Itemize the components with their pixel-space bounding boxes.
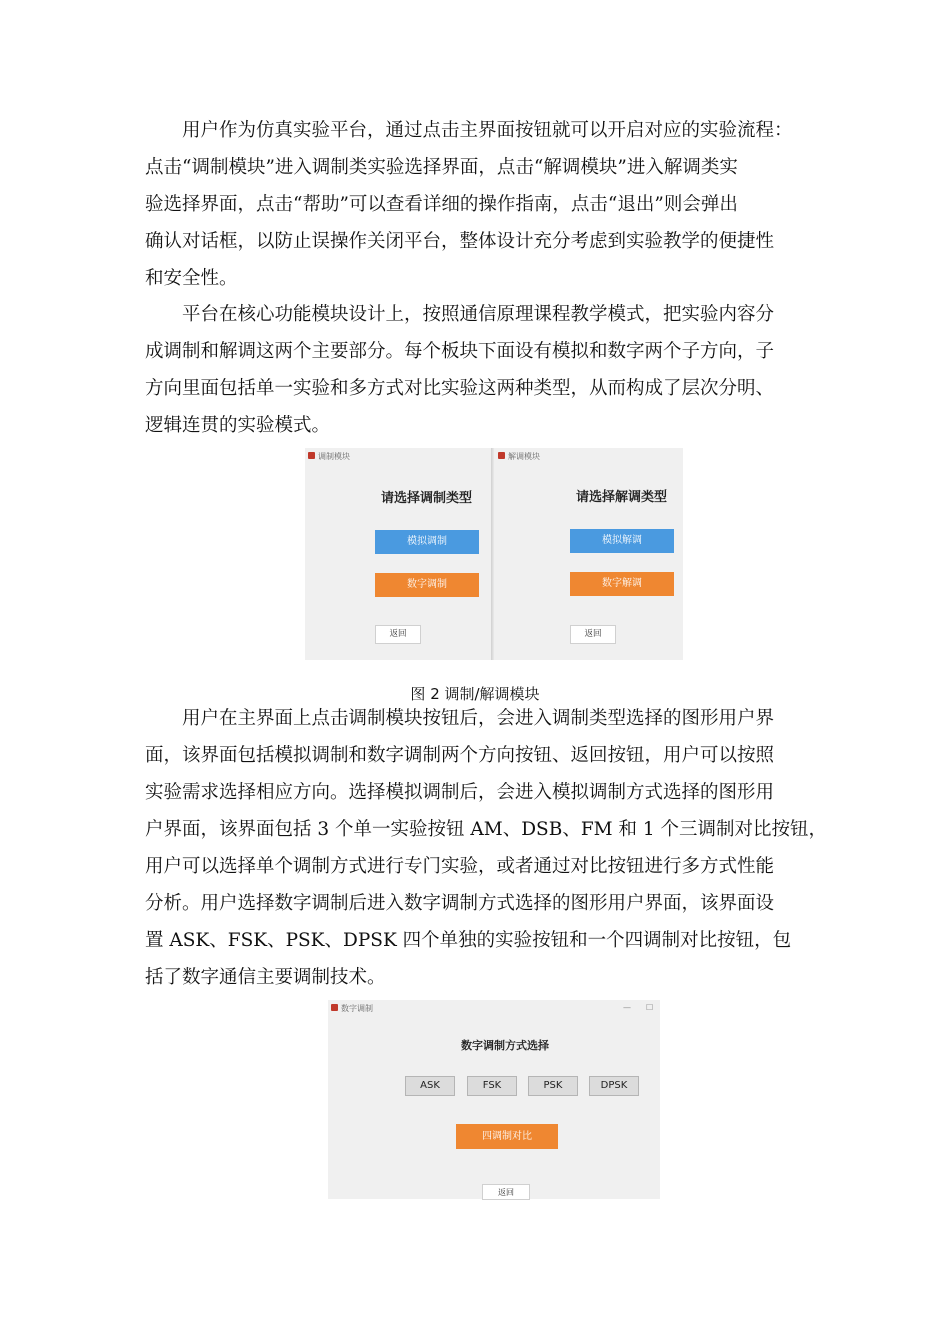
text-line: 实验需求选择相应方向。选择模拟调制后，会进入模拟调制方式选择的图形用 bbox=[145, 782, 775, 803]
window-divider bbox=[491, 448, 495, 660]
text-line: 成调制和解调这两个主要部分。每个板块下面设有模拟和数字两个子方向，子 bbox=[145, 341, 775, 362]
window-heading: 数字调制方式选择 bbox=[461, 1039, 549, 1052]
maximize-icon[interactable]: ☐ bbox=[646, 1003, 654, 1012]
psk-button[interactable]: PSK bbox=[528, 1076, 578, 1096]
analog-modulation-button[interactable]: 模拟调制 bbox=[375, 530, 479, 554]
text-line: 括了数字通信主要调制技术。 bbox=[145, 967, 386, 988]
back-button[interactable]: 返回 bbox=[482, 1184, 530, 1200]
text-line: 和安全性。 bbox=[145, 268, 238, 289]
window-title: 调制模块 bbox=[318, 452, 350, 461]
text-line: 分析。用户选择数字调制后进入数字调制方式选择的图形用户界面，该界面设 bbox=[145, 893, 775, 914]
text-line: 面，该界面包括模拟调制和数字调制两个方向按钮、返回按钮，用户可以按照 bbox=[145, 745, 775, 766]
figure-2 bbox=[305, 448, 683, 660]
window-heading: 请选择解调类型 bbox=[576, 490, 668, 505]
ask-button[interactable]: ASK bbox=[405, 1076, 455, 1096]
text-line: 点击“调制模块”进入调制类实验选择界面，点击“解调模块”进入解调类实 bbox=[145, 157, 738, 178]
text-line: 验选择界面，点击“帮助”可以查看详细的操作指南，点击“退出”则会弹出 bbox=[145, 194, 738, 215]
text-line: 户界面，该界面包括 3 个单一实验按钮 AM、DSB、FM 和 1 个三调制对比按钮， bbox=[145, 819, 828, 840]
four-modulation-compare-button[interactable]: 四调制对比 bbox=[456, 1124, 558, 1149]
paragraph-3 bbox=[145, 700, 828, 996]
paragraph-2 bbox=[145, 296, 810, 444]
figure-caption: 图 2 调制/解调模块 bbox=[410, 685, 540, 703]
digital-modulation-button[interactable]: 数字调制 bbox=[375, 573, 479, 597]
window-titlebar bbox=[328, 1000, 660, 1016]
paragraph-1 bbox=[145, 112, 810, 297]
window-title: 数字调制 bbox=[341, 1004, 373, 1013]
app-icon bbox=[498, 452, 505, 459]
text-line: 平台在核心功能模块设计上，按照通信原理课程教学模式，把实验内容分 bbox=[182, 304, 775, 325]
app-icon bbox=[308, 452, 315, 459]
figure-3 bbox=[328, 1000, 660, 1199]
text-line: 用户在主界面上点击调制模块按钮后，会进入调制类型选择的图形用户界 bbox=[182, 708, 775, 729]
digital-demodulation-button[interactable]: 数字解调 bbox=[570, 572, 674, 596]
text-line: 方向里面包括单一实验和多方式对比实验这两种类型，从而构成了层次分明、 bbox=[145, 378, 775, 399]
window-titlebar bbox=[305, 448, 491, 464]
text-line: 用户作为仿真实验平台，通过点击主界面按钮就可以开启对应的实验流程： bbox=[182, 120, 793, 141]
window-titlebar bbox=[495, 448, 683, 464]
text-line: 用户可以选择单个调制方式进行专门实验，或者通过对比按钮进行多方式性能 bbox=[145, 856, 775, 877]
window-heading: 请选择调制类型 bbox=[381, 491, 473, 506]
text-line: 置 ASK、FSK、PSK、DPSK 四个单独的实验按钮和一个四调制对比按钮，包 bbox=[145, 930, 792, 951]
back-button[interactable]: 返回 bbox=[375, 625, 421, 644]
analog-demodulation-button[interactable]: 模拟解调 bbox=[570, 529, 674, 553]
window-title: 解调模块 bbox=[508, 452, 540, 461]
minimize-icon[interactable]: — bbox=[623, 1003, 631, 1012]
back-button[interactable]: 返回 bbox=[570, 625, 616, 644]
dpsk-button[interactable]: DPSK bbox=[589, 1076, 639, 1096]
text-line: 确认对话框，以防止误操作关闭平台，整体设计充分考虑到实验教学的便捷性 bbox=[145, 231, 775, 252]
app-icon bbox=[331, 1004, 338, 1011]
text-line: 逻辑连贯的实验模式。 bbox=[145, 415, 331, 436]
fsk-button[interactable]: FSK bbox=[467, 1076, 517, 1096]
